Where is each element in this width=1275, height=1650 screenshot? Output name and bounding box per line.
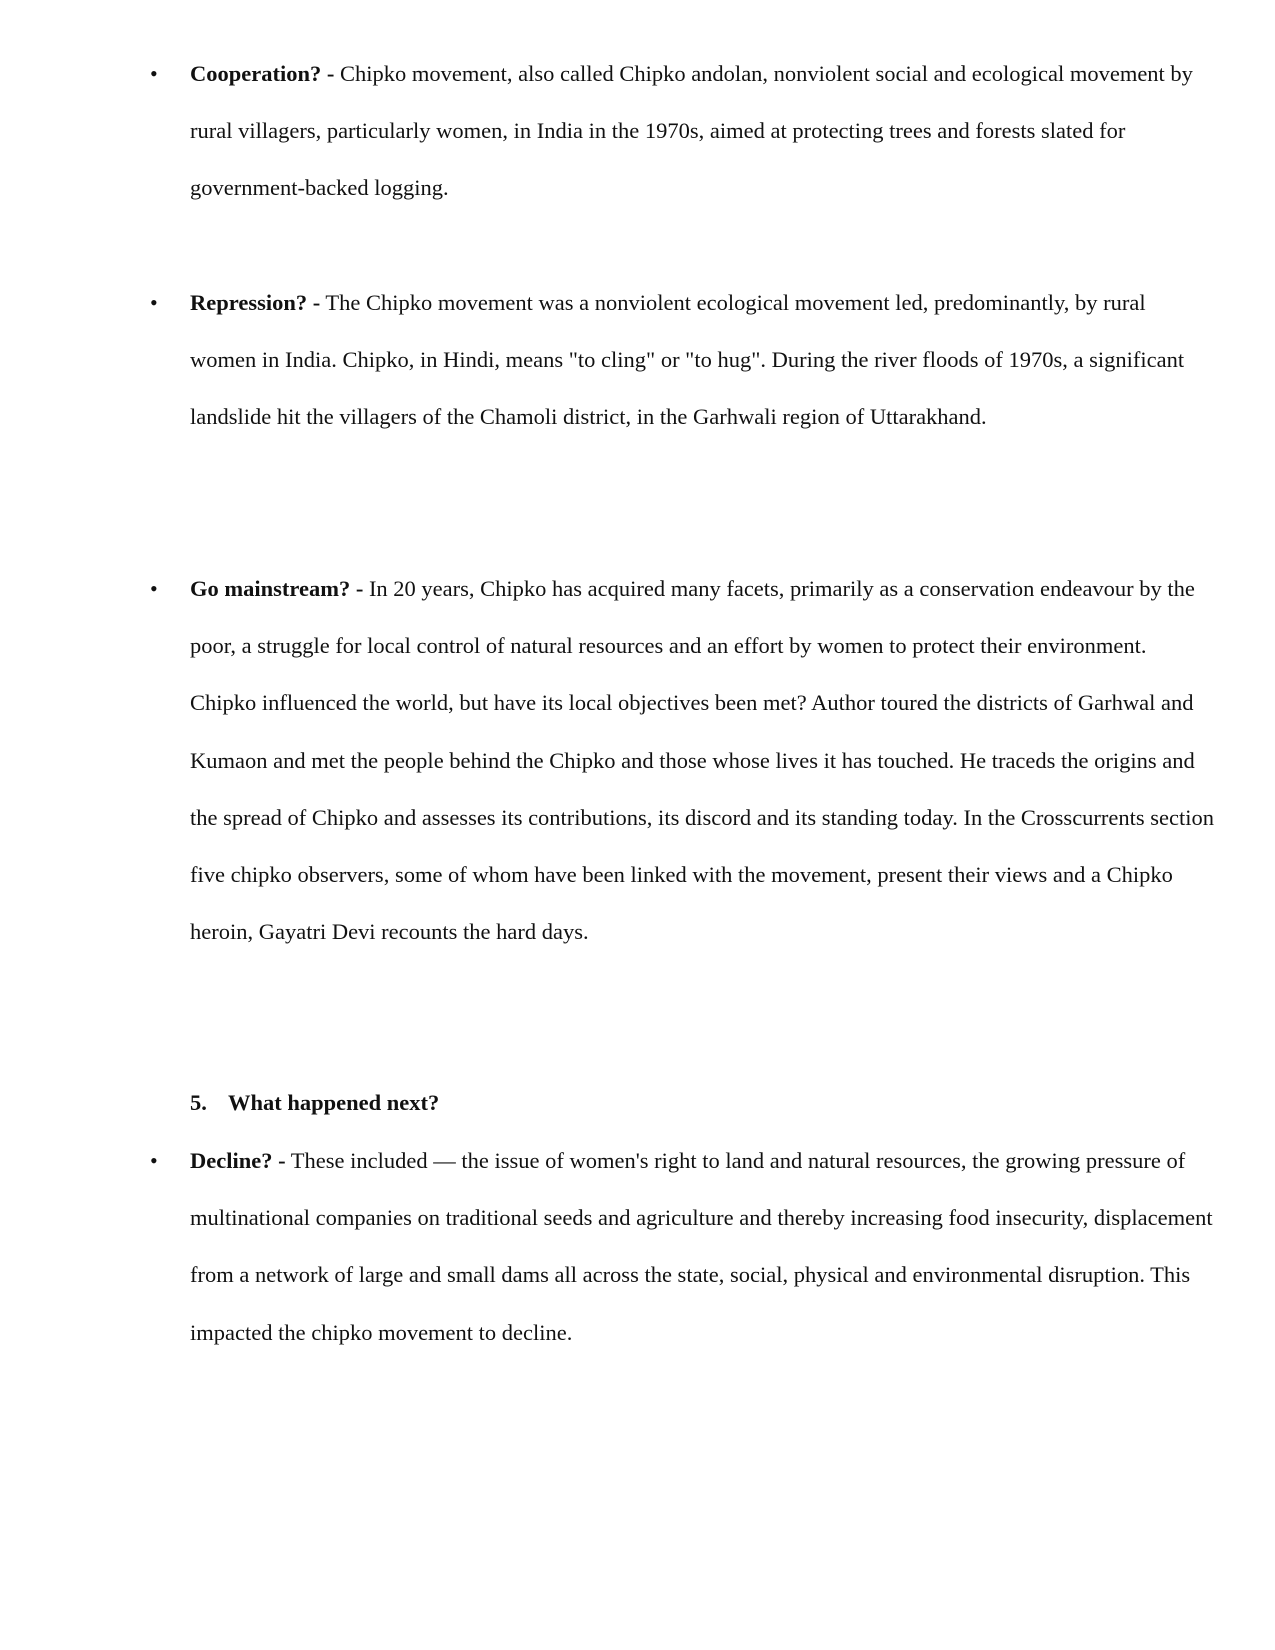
item-text: Chipko movement, also called Chipko andolan, nonviolent social and ecological movement by rural villagers, particularly women, in India in the 1970s, aimed at protecting trees and forests slated for government-backed logging. <box>190 61 1193 201</box>
item-text: The Chipko movement was a nonviolent ecological movement led, predominantly, by rural women in India. Chipko, in Hindi, means "to cling" or "to hug". During the river floods of 1970s, a significant landslide hit the villagers of the Chamoli district, in the Garhwali region of Uttarakhand. <box>190 290 1185 430</box>
item-term: Cooperation? - <box>190 61 335 86</box>
bullet-icon: • <box>150 576 158 601</box>
list-item-go-mainstream <box>190 560 1215 960</box>
item-term: Go mainstream? - <box>190 576 364 601</box>
list-item-repression <box>190 274 1215 446</box>
list-item-decline <box>190 1132 1215 1361</box>
section-title: What happened next? <box>228 1090 440 1115</box>
item-term: Decline? - <box>190 1148 286 1173</box>
item-text: These included — the issue of women's right to land and natural resources, the growing pressure of multinational companies on traditional seeds and agriculture and thereby increasing food insecurity, displacement from a network of large and small dams all across the state, social, physical and environmental disruption. This impacted the chipko movement to decline. <box>190 1148 1213 1345</box>
section-number: 5. <box>190 1090 207 1115</box>
bullet-icon: • <box>150 290 158 315</box>
item-text: In 20 years, Chipko has acquired many facets, primarily as a conservation endeavour by the poor, a struggle for local control of natural resources and an effort by women to protect their environment. Chipko influenced the world, but have its local objectives been met? Author toured the districts of Garhwal and Kumaon and met the people behind the Chipko and those whose lives it has touched. He traceds the origins and the spread of Chipko and assesses its contributions, its discord and its standing today. In the Crosscurrents section five chipko observers, some of whom have been linked with the movement, present their views and a Chipko heroin, Gayatri Devi recounts the hard days. <box>190 576 1215 945</box>
list-item-cooperation <box>190 45 1215 217</box>
bullet-icon: • <box>150 61 158 86</box>
item-term: Repression? - <box>190 290 321 315</box>
bullet-icon: • <box>150 1148 158 1173</box>
section-heading <box>190 1074 439 1131</box>
